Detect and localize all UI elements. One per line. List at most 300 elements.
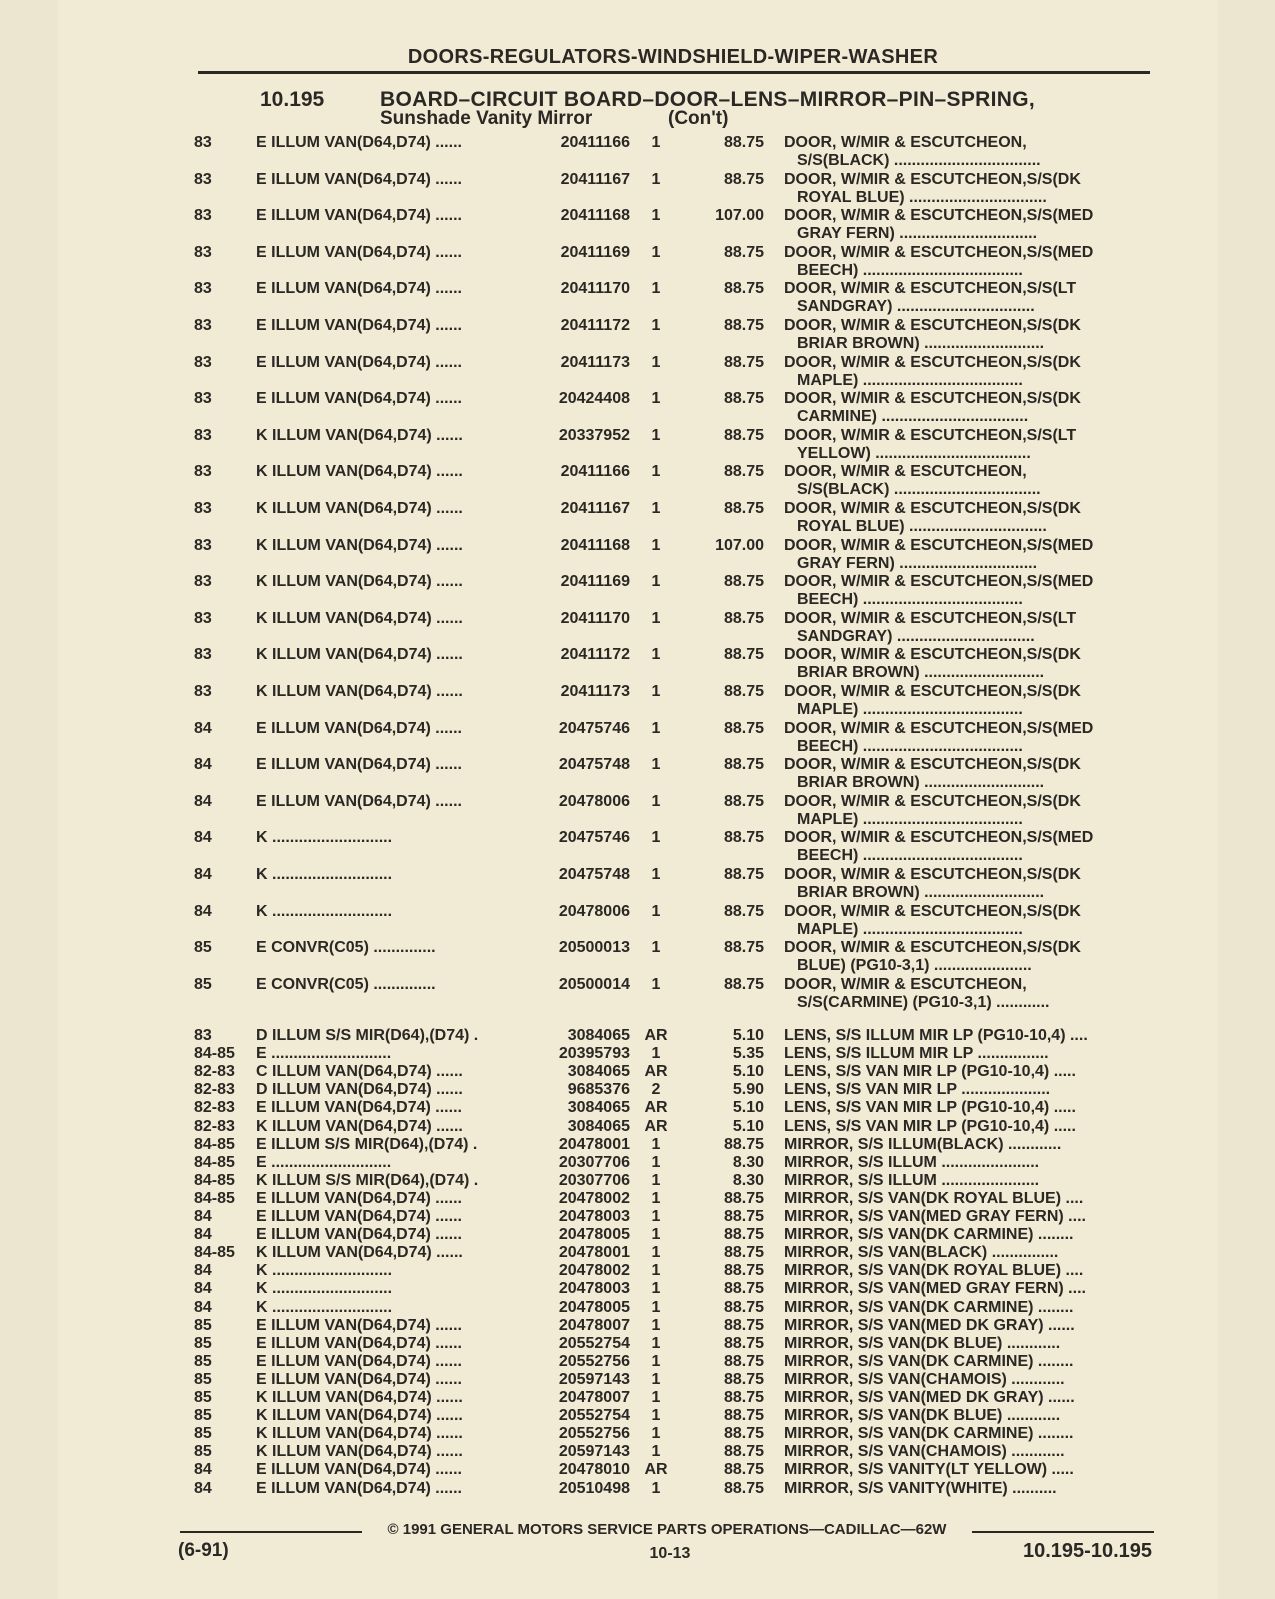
cell-description: DOOR, W/MIR & ESCUTCHEON,S/S(MED <box>784 536 1094 554</box>
cell-description-continued: MAPLE) .................................... <box>797 371 1023 389</box>
cell-year: 85 <box>194 939 212 957</box>
cell-part-number: 20597143 <box>558 1443 630 1461</box>
cell-year: 83 <box>194 390 212 408</box>
cell-code: K ILLUM VAN(D64,D74) ...... <box>256 646 463 664</box>
cell-description: DOOR, W/MIR & ESCUTCHEON,S/S(DK <box>784 646 1081 664</box>
footer-rule-right <box>972 1531 1154 1533</box>
cell-part-number: 3084065 <box>567 1027 630 1044</box>
cell-part-number: 20475748 <box>558 756 630 774</box>
cell-year: 84-85 <box>194 1045 235 1063</box>
cell-part-number: 20552754 <box>558 1407 630 1425</box>
cell-price: 88.75 <box>723 1208 764 1225</box>
cell-quantity: 1 <box>651 353 661 371</box>
cell-part-number: 20500014 <box>558 975 630 993</box>
cell-code: E ILLUM VAN(D64,D74) ...... <box>256 170 462 188</box>
cell-quantity: 1 <box>651 1226 661 1244</box>
cell-year: 84 <box>194 1280 212 1298</box>
cell-description-continued: YELLOW) ................................... <box>797 444 1031 462</box>
cell-price: 8.30 <box>732 1171 764 1189</box>
cell-code: E ILLUM VAN(D64,D74) ...... <box>256 353 462 371</box>
cell-description: MIRROR, S/S VAN(CHAMOIS) ............ <box>784 1370 1065 1388</box>
cell-quantity: 1 <box>651 1425 661 1443</box>
cell-description: MIRROR, S/S VANITY(LT YELLOW) ..... <box>784 1461 1074 1479</box>
cell-part-number: 20552756 <box>558 1352 630 1370</box>
cell-part-number: 20552756 <box>558 1425 630 1443</box>
cell-year: 83 <box>194 463 212 481</box>
cell-quantity: 1 <box>651 792 661 810</box>
cell-code: E ILLUM VAN(D64,D74) ...... <box>256 280 462 298</box>
cell-quantity: 1 <box>651 536 661 554</box>
cell-quantity: 1 <box>651 573 661 591</box>
cell-code: K ........................... <box>256 1280 393 1298</box>
cell-description: MIRROR, S/S VAN(DK CARMINE) ........ <box>784 1298 1074 1316</box>
cell-year: 84 <box>194 1298 212 1316</box>
cell-code: E ILLUM VAN(D64,D74) ...... <box>256 1316 462 1334</box>
cell-code: E CONVR(C05) .............. <box>256 939 436 957</box>
cell-price: 88.75 <box>723 243 764 261</box>
cell-code: K ILLUM VAN(D64,D74) ...... <box>256 1244 463 1262</box>
cell-quantity: 1 <box>651 939 661 957</box>
cell-description-continued: ROYAL BLUE) ............................... <box>797 188 1047 206</box>
cell-year: 83 <box>194 500 212 517</box>
cell-description: DOOR, W/MIR & ESCUTCHEON,S/S(MED <box>784 829 1094 847</box>
cell-part-number: 20478002 <box>558 1189 630 1207</box>
cell-code: K ........................... <box>256 866 393 883</box>
cell-price: 88.75 <box>723 646 764 664</box>
cell-description: DOOR, W/MIR & ESCUTCHEON,S/S(MED <box>784 207 1094 225</box>
cell-description: MIRROR, S/S VAN(MED DK GRAY) ...... <box>784 1389 1075 1406</box>
cell-price: 88.75 <box>723 1425 764 1443</box>
cell-price: 5.35 <box>732 1045 764 1063</box>
cell-year: 85 <box>194 1370 212 1388</box>
cell-quantity: 1 <box>651 390 661 408</box>
cell-price: 88.75 <box>723 1370 764 1388</box>
cell-description: MIRROR, S/S ILLUM ...................... <box>784 1153 1040 1171</box>
cell-quantity: 1 <box>651 1443 661 1461</box>
cell-quantity: 1 <box>651 646 661 664</box>
cell-description-continued: SANDGRAY) ............................... <box>797 627 1035 645</box>
cell-year: 83 <box>194 170 212 188</box>
page-header: DOORS-REGULATORS-WINDSHIELD-WIPER-WASHER <box>407 46 939 68</box>
cell-part-number: 20475748 <box>558 866 630 883</box>
cell-description: MIRROR, S/S VAN(DK CARMINE) ........ <box>784 1425 1074 1443</box>
cell-part-number: 20478005 <box>558 1298 630 1316</box>
cell-description: DOOR, W/MIR & ESCUTCHEON,S/S(DK <box>784 683 1081 700</box>
cell-code: E ILLUM VAN(D64,D74) ...... <box>256 1189 462 1207</box>
cell-year: 84-85 <box>194 1244 235 1262</box>
cell-code: K ILLUM VAN(D64,D74) ...... <box>256 536 463 554</box>
cell-year: 83 <box>194 1027 212 1044</box>
cell-description: MIRROR, S/S VAN(DK ROYAL BLUE) .... <box>784 1189 1084 1207</box>
cell-price: 88.75 <box>723 500 764 517</box>
cell-part-number: 20337952 <box>558 426 630 444</box>
cell-part-number: 20597143 <box>558 1370 630 1388</box>
cell-code: E CONVR(C05) .............. <box>256 975 436 993</box>
cell-description-continued: MAPLE) .................................... <box>797 810 1023 828</box>
cell-code: K ILLUM VAN(D64,D74) ...... <box>256 609 463 627</box>
cell-description: LENS, S/S VAN MIR LP (PG10-10,4) ..... <box>784 1099 1076 1117</box>
cell-quantity: AR <box>644 1117 668 1135</box>
cell-description: MIRROR, S/S VAN(DK ROYAL BLUE) .... <box>784 1262 1084 1280</box>
cell-price: 88.75 <box>723 683 764 700</box>
cell-year: 83 <box>194 134 212 151</box>
cell-quantity: 1 <box>651 829 661 847</box>
cell-description-continued: GRAY FERN) ............................... <box>797 225 1038 243</box>
cell-year: 83 <box>194 280 212 298</box>
cell-quantity: 1 <box>651 683 661 700</box>
cell-quantity: 1 <box>651 1189 661 1207</box>
cell-quantity: AR <box>644 1027 668 1044</box>
cell-quantity: 1 <box>651 1135 661 1153</box>
cell-code: K ILLUM VAN(D64,D74) ...... <box>256 463 463 481</box>
cell-part-number: 20478001 <box>558 1244 630 1262</box>
cell-quantity: 1 <box>651 1352 661 1370</box>
cell-quantity: 1 <box>651 1171 661 1189</box>
cell-price: 107.00 <box>715 207 764 225</box>
cell-code: E ILLUM VAN(D64,D74) ...... <box>256 243 462 261</box>
cell-year: 84 <box>194 756 212 774</box>
cell-price: 88.75 <box>723 1316 764 1334</box>
cell-part-number: 20500013 <box>558 939 630 957</box>
section-number: 10.195 <box>260 88 325 111</box>
cell-code: E ILLUM VAN(D64,D74) ...... <box>256 1334 462 1352</box>
cell-year: 82-83 <box>194 1099 235 1117</box>
cell-price: 88.75 <box>723 1189 764 1207</box>
cell-year: 83 <box>194 536 212 554</box>
cell-year: 84 <box>194 1226 212 1244</box>
cell-description: DOOR, W/MIR & ESCUTCHEON,S/S(DK <box>784 866 1081 883</box>
section-title: BOARD–CIRCUIT BOARD–DOOR–LENS–MIRROR–PIN–SPRING, <box>380 88 1035 111</box>
cell-description: DOOR, W/MIR & ESCUTCHEON,S/S(MED <box>784 719 1094 737</box>
cell-quantity: 1 <box>651 134 661 151</box>
cell-part-number: 20411172 <box>560 317 630 334</box>
footer-rule-left <box>180 1531 362 1533</box>
cell-description: DOOR, W/MIR & ESCUTCHEON,S/S(DK <box>784 902 1081 920</box>
cell-description: LENS, S/S VAN MIR LP (PG10-10,4) ..... <box>784 1063 1076 1081</box>
cell-description-continued: MAPLE) .................................... <box>797 701 1023 718</box>
cell-description: DOOR, W/MIR & ESCUTCHEON,S/S(DK <box>784 353 1081 371</box>
cell-price: 88.75 <box>723 1298 764 1316</box>
cell-part-number: 20411172 <box>560 646 630 664</box>
cell-price: 88.75 <box>723 426 764 444</box>
cell-code: K ........................... <box>256 1298 393 1316</box>
cell-part-number: 20411169 <box>560 573 630 591</box>
cell-description: DOOR, W/MIR & ESCUTCHEON,S/S(MED <box>784 243 1094 261</box>
cell-code: E ILLUM VAN(D64,D74) ...... <box>256 1208 462 1225</box>
cell-year: 84 <box>194 1479 212 1497</box>
cell-code: E ILLUM VAN(D64,D74) ...... <box>256 207 462 225</box>
cell-year: 85 <box>194 1407 212 1425</box>
cell-quantity: 1 <box>651 1407 661 1425</box>
cell-year: 83 <box>194 609 212 627</box>
cell-quantity: 1 <box>651 426 661 444</box>
cell-year: 84-85 <box>194 1189 235 1207</box>
cell-year: 83 <box>194 243 212 261</box>
cell-description-continued: BEECH) .................................... <box>797 591 1023 609</box>
cell-description: DOOR, W/MIR & ESCUTCHEON,S/S(LT <box>784 609 1077 627</box>
cell-part-number: 20478001 <box>558 1135 630 1153</box>
cell-part-number: 20411173 <box>560 683 630 700</box>
cell-year: 84 <box>194 719 212 737</box>
cell-description: LENS, S/S VAN MIR LP (PG10-10,4) ..... <box>784 1117 1076 1135</box>
cell-year: 85 <box>194 1443 212 1461</box>
cell-description: DOOR, W/MIR & ESCUTCHEON,S/S(DK <box>784 792 1081 810</box>
cell-quantity: 1 <box>651 207 661 225</box>
cell-description-continued: S/S(CARMINE) (PG10-3,1) ............ <box>797 993 1050 1011</box>
cell-price: 88.75 <box>723 390 764 408</box>
cell-description: DOOR, W/MIR & ESCUTCHEON,S/S(LT <box>784 280 1077 298</box>
cell-part-number: 20411170 <box>560 609 630 627</box>
cell-part-number: 20478002 <box>558 1262 630 1280</box>
cell-quantity: 1 <box>651 1298 661 1316</box>
cell-quantity: 1 <box>651 902 661 920</box>
cell-price: 88.75 <box>723 1280 764 1298</box>
cell-quantity: 1 <box>651 1280 661 1298</box>
cell-description-continued: BEECH) .................................... <box>797 847 1023 865</box>
cell-quantity: 1 <box>651 243 661 261</box>
cell-quantity: 1 <box>651 1153 661 1171</box>
cell-description: DOOR, W/MIR & ESCUTCHEON,S/S(DK <box>784 317 1081 334</box>
cell-description: DOOR, W/MIR & ESCUTCHEON, <box>784 463 1027 481</box>
cell-code: E ........................... <box>256 1045 392 1063</box>
cell-part-number: 20478007 <box>558 1389 630 1406</box>
cell-description: MIRROR, S/S VAN(DK BLUE) ............ <box>784 1407 1061 1425</box>
cell-year: 82-83 <box>194 1063 235 1081</box>
cell-description: MIRROR, S/S ILLUM(BLACK) ............ <box>784 1135 1062 1153</box>
cell-description-continued: MAPLE) .................................... <box>797 920 1023 938</box>
cell-price: 88.75 <box>723 170 764 188</box>
cell-description-continued: BRIAR BROWN) ........................... <box>797 664 1045 682</box>
cell-price: 88.75 <box>723 1479 764 1497</box>
cell-description: MIRROR, S/S VAN(DK CARMINE) ........ <box>784 1352 1074 1370</box>
cell-year: 84-85 <box>194 1153 235 1171</box>
cell-quantity: 1 <box>651 1334 661 1352</box>
cell-code: E ILLUM VAN(D64,D74) ...... <box>256 134 462 151</box>
cell-part-number: 20411168 <box>560 207 630 225</box>
cell-description: DOOR, W/MIR & ESCUTCHEON,S/S(DK <box>784 390 1081 408</box>
cell-year: 85 <box>194 1334 212 1352</box>
cell-part-number: 20478006 <box>558 902 630 920</box>
cell-year: 84 <box>194 1262 212 1280</box>
cell-code: K ........................... <box>256 829 393 847</box>
cell-price: 88.75 <box>723 317 764 334</box>
cell-description: MIRROR, S/S VAN(CHAMOIS) ............ <box>784 1443 1065 1461</box>
cell-price: 88.75 <box>723 134 764 151</box>
cell-quantity: 1 <box>651 1045 661 1063</box>
cell-quantity: 1 <box>651 975 661 993</box>
cell-quantity: AR <box>644 1063 668 1081</box>
cell-code: E ILLUM VAN(D64,D74) ...... <box>256 756 462 774</box>
cell-year: 83 <box>194 317 212 334</box>
cell-year: 82-83 <box>194 1081 235 1099</box>
cell-price: 88.75 <box>723 975 764 993</box>
cell-part-number: 20478003 <box>558 1280 630 1298</box>
footer-section-range: 10.195-10.195 <box>1022 1540 1152 1562</box>
cell-year: 84 <box>194 902 212 920</box>
cell-description-continued: S/S(BLACK) ................................. <box>797 152 1041 169</box>
cell-year: 83 <box>194 207 212 225</box>
cell-code: K ILLUM VAN(D64,D74) ...... <box>256 1407 463 1425</box>
cell-price: 88.75 <box>723 719 764 737</box>
cell-description: MIRROR, S/S VANITY(WHITE) .......... <box>784 1479 1057 1497</box>
section-subtitle: Sunshade Vanity Mirror <box>380 108 593 129</box>
cell-part-number: 20478006 <box>558 792 630 810</box>
cell-year: 84 <box>194 1208 212 1225</box>
cell-description: MIRROR, S/S VAN(DK BLUE) ............ <box>784 1334 1061 1352</box>
cell-part-number: 20510498 <box>558 1479 630 1497</box>
cell-part-number: 20478005 <box>558 1226 630 1244</box>
cell-code: K ILLUM VAN(D64,D74) ...... <box>256 683 463 700</box>
cell-code: K ........................... <box>256 902 393 920</box>
cell-code: E ILLUM VAN(D64,D74) ...... <box>256 1226 462 1244</box>
cell-description: DOOR, W/MIR & ESCUTCHEON,S/S(LT <box>784 426 1077 444</box>
cell-quantity: 1 <box>651 866 661 883</box>
cell-part-number: 20552754 <box>558 1334 630 1352</box>
cell-quantity: 1 <box>651 719 661 737</box>
footer-date-code: (6-91) <box>178 1540 229 1561</box>
cell-part-number: 20475746 <box>558 829 630 847</box>
cell-code: E ILLUM VAN(D64,D74) ...... <box>256 317 462 334</box>
cell-price: 88.75 <box>723 1443 764 1461</box>
cell-code: E ILLUM VAN(D64,D74) ...... <box>256 1461 462 1479</box>
cell-year: 85 <box>194 975 212 993</box>
cell-year: 83 <box>194 646 212 664</box>
cell-year: 84 <box>194 866 212 883</box>
cell-description: DOOR, W/MIR & ESCUTCHEON,S/S(DK <box>784 500 1081 517</box>
cell-code: E ILLUM VAN(D64,D74) ...... <box>256 1479 462 1497</box>
cell-description: DOOR, W/MIR & ESCUTCHEON,S/S(MED <box>784 573 1094 591</box>
cell-price: 5.90 <box>732 1081 764 1099</box>
cell-quantity: 1 <box>651 1244 661 1262</box>
cell-price: 88.75 <box>723 792 764 810</box>
cell-description-continued: CARMINE) ................................. <box>797 408 1029 426</box>
cell-year: 85 <box>194 1352 212 1370</box>
cell-year: 85 <box>194 1389 212 1406</box>
cell-part-number: 20307706 <box>558 1171 630 1189</box>
cell-price: 8.30 <box>732 1153 764 1171</box>
cell-year: 83 <box>194 573 212 591</box>
cell-description-continued: BLUE) (PG10-3,1) ...................... <box>797 957 1032 975</box>
cell-quantity: AR <box>644 1461 668 1479</box>
cell-description: MIRROR, S/S VAN(DK CARMINE) ........ <box>784 1226 1074 1244</box>
cell-code: C ILLUM VAN(D64,D74) ...... <box>256 1063 463 1081</box>
cell-description: MIRROR, S/S ILLUM ...................... <box>784 1171 1040 1189</box>
cell-quantity: 1 <box>651 463 661 481</box>
cell-part-number: 20411166 <box>560 134 630 151</box>
cell-code: K ILLUM VAN(D64,D74) ...... <box>256 500 463 517</box>
cell-code: E ILLUM VAN(D64,D74) ...... <box>256 390 462 408</box>
cell-part-number: 20395793 <box>558 1045 630 1063</box>
cell-quantity: 1 <box>651 1208 661 1225</box>
cell-description: LENS, S/S ILLUM MIR LP (PG10-10,4) .... <box>784 1027 1088 1044</box>
cell-code: E ILLUM VAN(D64,D74) ...... <box>256 1099 462 1117</box>
cell-code: E ........................... <box>256 1153 392 1171</box>
cell-quantity: 1 <box>651 609 661 627</box>
cell-description-continued: BRIAR BROWN) ........................... <box>797 774 1045 792</box>
cell-price: 88.75 <box>723 866 764 883</box>
cell-year: 82-83 <box>194 1117 235 1135</box>
cell-quantity: 1 <box>651 756 661 774</box>
cell-year: 85 <box>194 1425 212 1443</box>
cell-quantity: 1 <box>651 1316 661 1334</box>
cell-price: 88.75 <box>723 1407 764 1425</box>
cell-code: K ILLUM VAN(D64,D74) ...... <box>256 1443 463 1461</box>
cell-description-continued: SANDGRAY) ............................... <box>797 298 1035 316</box>
cell-price: 88.75 <box>723 756 764 774</box>
cell-code: K ILLUM S/S MIR(D64),(D74) . <box>256 1171 479 1189</box>
cell-description: DOOR, W/MIR & ESCUTCHEON,S/S(DK <box>784 939 1081 957</box>
cell-part-number: 20411169 <box>560 243 630 261</box>
cell-description-continued: BRIAR BROWN) ........................... <box>797 884 1045 901</box>
cell-part-number: 20411168 <box>560 536 630 554</box>
cell-quantity: 2 <box>651 1081 661 1099</box>
cell-price: 88.75 <box>723 1461 764 1479</box>
cell-code: D ILLUM S/S MIR(D64),(D74) . <box>256 1027 479 1044</box>
cell-description-continued: BEECH) .................................... <box>797 261 1023 279</box>
cell-quantity: 1 <box>651 1479 661 1497</box>
cell-code: K ........................... <box>256 1262 393 1280</box>
cell-part-number: 20411167 <box>560 170 630 188</box>
cell-price: 88.75 <box>723 1226 764 1244</box>
cell-year: 84-85 <box>194 1171 235 1189</box>
cell-code: E ILLUM VAN(D64,D74) ...... <box>256 719 462 737</box>
cell-quantity: 1 <box>651 1262 661 1280</box>
cell-quantity: 1 <box>651 1370 661 1388</box>
cell-quantity: 1 <box>651 317 661 334</box>
cell-description: MIRROR, S/S VAN(MED GRAY FERN) .... <box>784 1280 1086 1298</box>
cell-description: MIRROR, S/S VAN(MED GRAY FERN) .... <box>784 1208 1086 1225</box>
cell-price: 88.75 <box>723 353 764 371</box>
cell-quantity: 1 <box>651 280 661 298</box>
cell-description-continued: BEECH) .................................... <box>797 737 1023 755</box>
cell-price: 88.75 <box>723 902 764 920</box>
cell-description: DOOR, W/MIR & ESCUTCHEON, <box>784 134 1027 151</box>
cell-quantity: 1 <box>651 1389 661 1406</box>
cell-description-continued: BRIAR BROWN) ........................... <box>797 335 1045 352</box>
cell-part-number: 3084065 <box>567 1063 630 1081</box>
cell-price: 5.10 <box>732 1099 764 1117</box>
cell-year: 84 <box>194 1461 212 1479</box>
cell-part-number: 20307706 <box>558 1153 630 1171</box>
cell-price: 88.75 <box>723 939 764 957</box>
cell-year: 83 <box>194 353 212 371</box>
cell-price: 88.75 <box>723 1262 764 1280</box>
cell-price: 88.75 <box>723 463 764 481</box>
cell-code: E ILLUM S/S MIR(D64),(D74) . <box>256 1135 478 1153</box>
cell-part-number: 20424408 <box>558 390 630 408</box>
cell-part-number: 20475746 <box>558 719 630 737</box>
cell-price: 88.75 <box>723 1244 764 1262</box>
cell-code: E ILLUM VAN(D64,D74) ...... <box>256 1352 462 1370</box>
cell-price: 88.75 <box>723 829 764 847</box>
cell-price: 88.75 <box>723 1352 764 1370</box>
cell-part-number: 20478010 <box>558 1461 630 1479</box>
cell-price: 5.10 <box>732 1117 764 1135</box>
cell-description: DOOR, W/MIR & ESCUTCHEON,S/S(DK <box>784 170 1081 188</box>
cell-year: 83 <box>194 683 212 700</box>
cell-part-number: 20411167 <box>560 500 630 517</box>
cell-price: 5.10 <box>732 1063 764 1081</box>
section-continued: (Con't) <box>668 108 729 129</box>
cell-part-number: 3084065 <box>567 1117 630 1135</box>
cell-quantity: 1 <box>651 500 661 517</box>
cell-price: 88.75 <box>723 609 764 627</box>
cell-code: D ILLUM VAN(D64,D74) ...... <box>256 1081 463 1099</box>
cell-description: MIRROR, S/S VAN(MED DK GRAY) ...... <box>784 1316 1075 1334</box>
cell-price: 5.10 <box>732 1027 764 1044</box>
cell-description-continued: GRAY FERN) ............................... <box>797 554 1038 572</box>
cell-year: 84-85 <box>194 1135 235 1153</box>
